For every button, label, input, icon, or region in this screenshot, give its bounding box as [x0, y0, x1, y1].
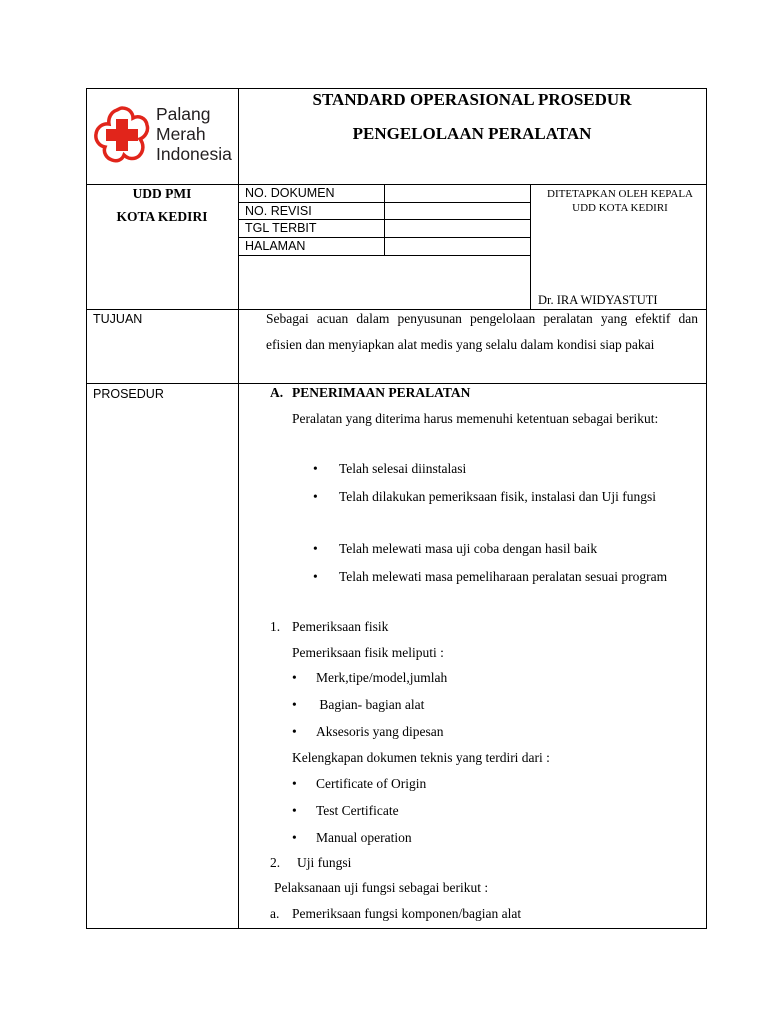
prosedur-label: PROSEDUR: [93, 387, 164, 401]
section-a-intro: Peralatan yang diterima harus memenuhi ketentuan sebagai berikut:: [292, 411, 659, 426]
section-a-title: PENERIMAAN PERALATAN: [292, 385, 471, 400]
section-a-marker: A.: [270, 385, 284, 400]
list-item: Telah melewati masa pemeliharaan peralatan sesuai program: [339, 569, 668, 584]
red-cross-flower-icon: [92, 104, 152, 166]
document-title: STANDARD OPERASIONAL PROSEDUR: [312, 90, 632, 109]
field-no-revisi: NO. REVISI: [245, 204, 312, 218]
list-item: Telah dilakukan pemeriksaan fisik, instalasi dan Uji fungsi: [339, 489, 656, 504]
list-item: Bagian- bagian alat: [316, 697, 425, 712]
approval-text: DITETAPKAN OLEH KEPALA UDD KOTA KEDIRI: [547, 188, 693, 214]
docs-intro: Kelengkapan dokumen teknis yang terdiri dari :: [292, 750, 550, 765]
bullet-icon: •: [313, 489, 318, 504]
list-item: Manual operation: [316, 830, 412, 845]
document-subtitle: PENGELOLAAN PERALATAN: [352, 124, 592, 143]
bullet-icon: •: [292, 724, 297, 739]
list-item: Merk,tipe/model,jumlah: [316, 670, 448, 685]
item-2-title: Uji fungsi: [297, 855, 352, 870]
item-1-title: Pemeriksaan fisik: [292, 619, 389, 634]
logo-text-line1: Palang: [156, 104, 211, 124]
item-1-number: 1.: [270, 619, 281, 634]
list-item: Test Certificate: [316, 803, 399, 818]
bullet-icon: •: [292, 776, 297, 791]
list-item: Telah melewati masa uji coba dengan hasil baik: [339, 541, 598, 556]
sub-a-marker: a.: [270, 906, 280, 921]
item-1-intro: Pemeriksaan fisik meliputi :: [292, 645, 444, 660]
bullet-icon: •: [292, 670, 297, 685]
org-city: KOTA KEDIRI: [116, 209, 208, 224]
field-halaman: HALAMAN: [245, 239, 306, 253]
bullet-icon: •: [313, 541, 318, 556]
bullet-icon: •: [313, 569, 318, 584]
bullet-icon: •: [292, 830, 297, 845]
list-item: Certificate of Origin: [316, 776, 427, 791]
logo-text-line3: Indonesia: [156, 144, 232, 164]
pmi-logo: [92, 102, 237, 170]
org-name: UDD PMI: [132, 186, 192, 201]
list-item: Aksesoris yang dipesan: [316, 724, 444, 739]
logo-text-line2: Merah: [156, 124, 206, 144]
list-item: Telah selesai diinstalasi: [339, 461, 467, 476]
bullet-icon: •: [292, 697, 297, 712]
item-2-intro: Pelaksanaan uji fungsi sebagai berikut :: [274, 880, 489, 895]
item-2-number: 2.: [270, 855, 281, 870]
bullet-icon: •: [313, 461, 318, 476]
field-no-dokumen: NO. DOKUMEN: [245, 186, 335, 200]
approval-signer: Dr. IRA WIDYASTUTI: [538, 293, 658, 307]
field-tgl-terbit: TGL TERBIT: [245, 221, 317, 235]
sub-a-text: Pemeriksaan fungsi komponen/bagian alat: [292, 906, 522, 921]
bullet-icon: •: [292, 803, 297, 818]
tujuan-text: Sebagai acuan dalam penyusunan pengelolaan peralatan yang efektif dan efisien dan menyiapkan alat medis yang selalu dalam kondisi siap pakai: [266, 311, 698, 352]
tujuan-label: TUJUAN: [93, 312, 143, 326]
